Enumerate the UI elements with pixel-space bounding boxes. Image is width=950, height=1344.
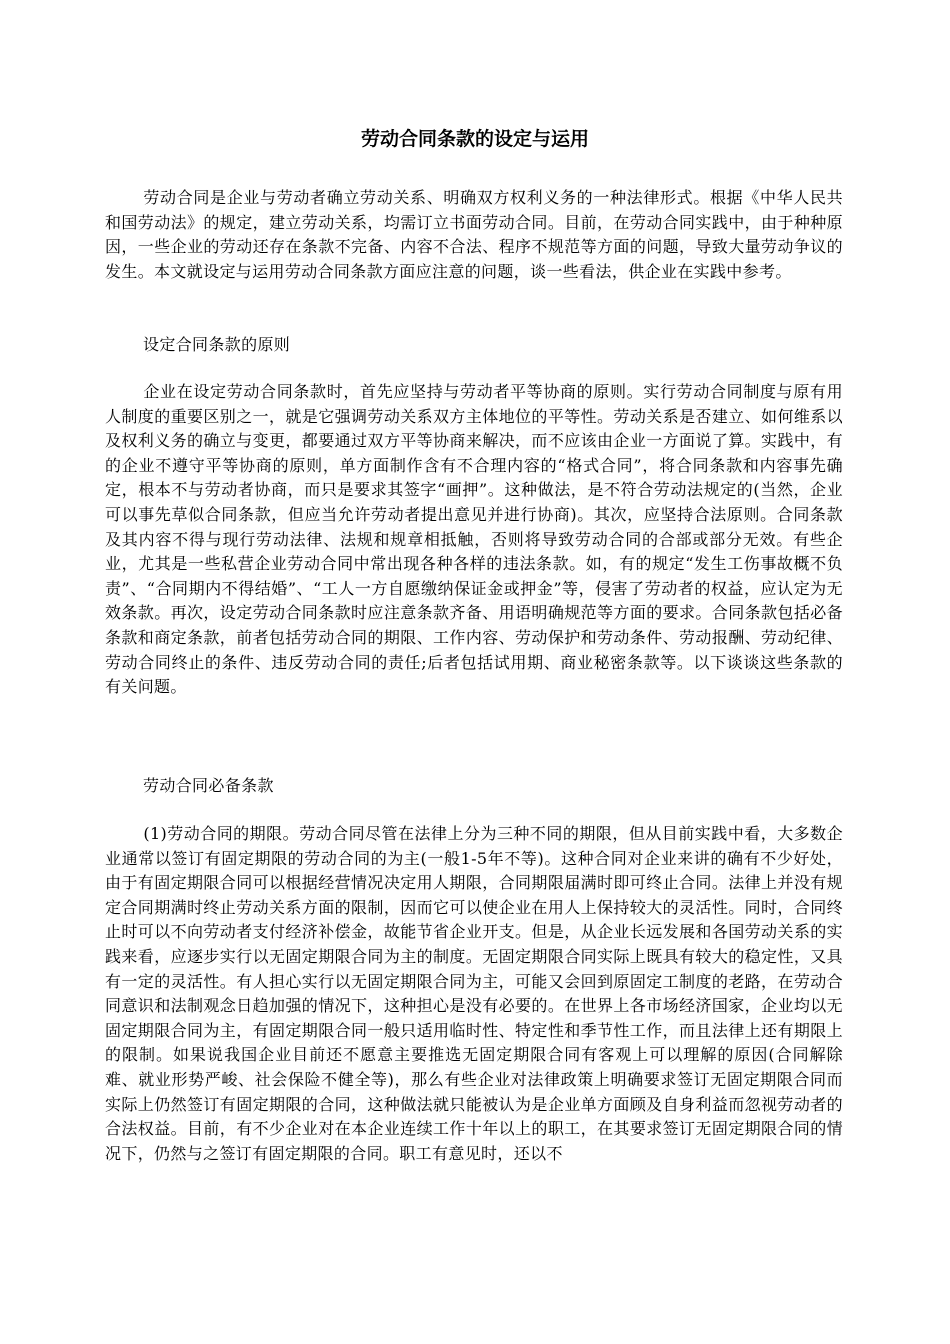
- principles-paragraph: 企业在设定劳动合同条款时，首先应坚持与劳动者平等协商的原则。实行劳动合同制度与原有用人制度的重要区别之一，就是它强调劳动关系双方主体地位的平等性。劳动关系是否建立、如何维系以及权利义务的确立与变更，都要通过双方平等协商来解决，而不应该由企业一方面说了算。实践中，有的企业不遵守平等协商的原则，单方面制作含有不合理内容的“格式合同”，将合同条款和内容事先确定，根本不与劳动者协商，而只是要求其签字“画押”。这种做法，是不符合劳动法规定的(当然，企业可以事先草似合同条款，但应当允许劳动者提出意见并进行协商)。其次，应坚持合法原则。合同条款及其内容不得与现行劳动法律、法规和规章相抵触，否则将导致劳动合同的合部或部分无效。有些企业，尤其是一些私营企业劳动合同中常出现各种各样的违法条款。如，有的规定“发生工伤事故概不负责”、“合同期内不得结婚”、“工人一方自愿缴纳保证金或押金”等，侵害了劳动者的权益，应认定为无效条款。再次，设定劳动合同条款时应注意条款齐备、用语明确规范等方面的要求。合同条款包括必备条款和商定条款，前者包括劳动合同的期限、工作内容、劳动保护和劳动条件、劳动报酬、劳动纪律、劳动合同终止的条件、违反劳动合同的责任;后者包括试用期、商业秘密条款等。以下谈谈这些条款的有关问题。: [105, 382, 843, 697]
- contract-term-paragraph: (1)劳动合同的期限。劳动合同尽管在法律上分为三种不同的期限，但从目前实践中看，大多数企业通常以签订有固定期限的劳动合同的为主(一般1-5年不等)。这种合同对企业来讲的确有不少好处，由于有固定期限合同可以根据经营情况决定用人期限，合同期限届满时即可终止合同。法律上并没有规定合同期满时终止劳动关系方面的限制，因而它可以使企业在用人上保持较大的灵活性。同时，合同终止时可以不向劳动者支付经济补偿金，故能节省企业开支。但是，从企业长远发展和各国劳动关系的实践来看，应逐步实行以无固定期限合同为主的制度。无固定期限合同实际上既具有较大的稳定性，又具有一定的灵活性。有人担心实行以无固定期限合同为主，可能又会回到原固定工制度的老路，在劳动合同意识和法制观念日趋加强的情况下，这种担心是没有必要的。在世界上各市场经济国家，企业均以无固定期限合同为主，有固定期限合同一般只适用临时性、特定性和季节性工作，而且法律上还有期限上的限制。如果说我国企业目前还不愿意主要推选无固定期限合同有客观上可以理解的原因(合同解除难、就业形势严峻、社会保险不健全等)，那么有些企业对法律政策上明确要求签订无固定期限合同而实际上仍然签订有固定期限的合同，这种做法就只能被认为是企业单方面顾及自身利益而忽视劳动者的合法权益。目前，有不少企业对在本企业连续工作十年以上的职工，在其要求签订无固定期限合同的情况下，仍然与之签订有固定期限的合同。职工有意见时，还以不: [105, 824, 843, 1163]
- document-title: 劳动合同条款的设定与运用: [360, 128, 589, 150]
- section-heading-principles: 设定合同条款的原则: [143, 335, 291, 354]
- intro-paragraph: 劳动合同是企业与劳动者确立劳动关系、明确双方权利义务的一种法律形式。根据《中华人民共和国劳动法》的规定，建立劳动关系，均需订立书面劳动合同。目前，在劳动合同实践中，由于种种原因，一些企业的劳动还存在条款不完备、内容不合法、程序不规范等方面的问题，导致大量劳动争议的发生。本文就设定与运用劳动合同条款方面应注意的问题，谈一些看法，供企业在实践中参考。: [105, 188, 843, 281]
- section-heading-required-clauses: 劳动合同必备条款: [143, 776, 274, 795]
